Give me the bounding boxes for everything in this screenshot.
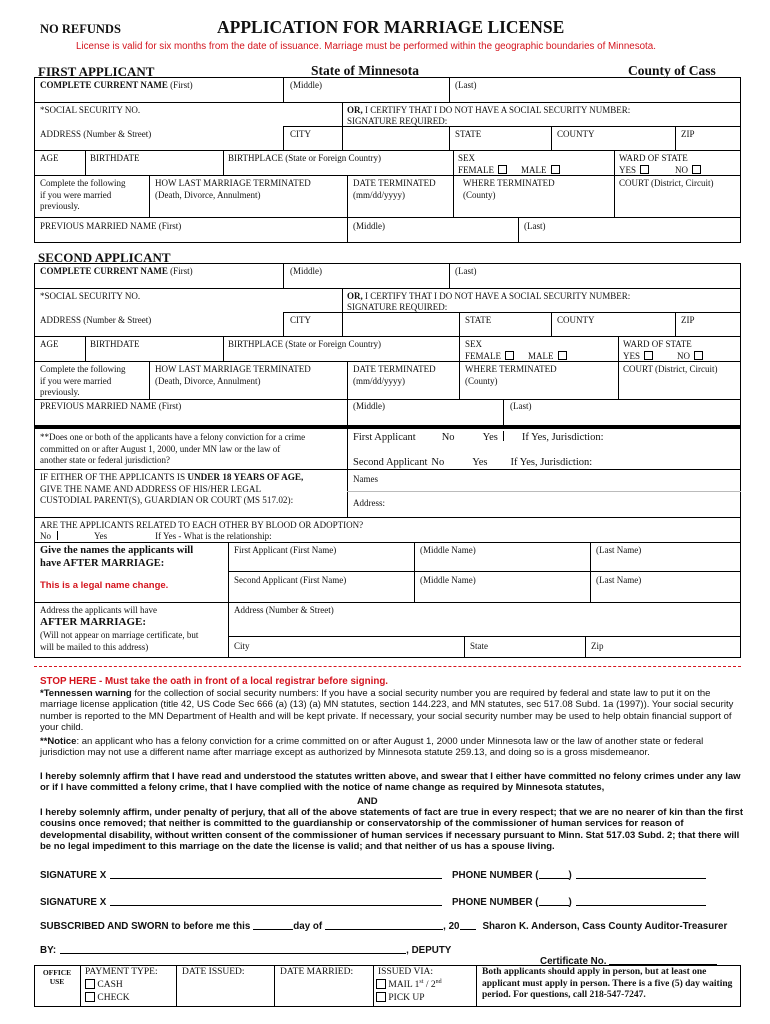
birthdate-label: BIRTHDATE bbox=[90, 153, 140, 163]
after-names-heading: Give the names the applicants will have AFTER MARRIAGE: bbox=[40, 545, 194, 569]
second-signature-required-label: SIGNATURE REQUIRED: bbox=[347, 302, 448, 312]
signature-line-1: SIGNATURE X bbox=[40, 869, 442, 882]
mail-option: MAIL 1st / 2nd bbox=[376, 979, 442, 992]
affirm-perjury: I hereby solemnly affirm, under penalty of perjury, that all of the above statements of fact are true in every respect; that we are no nearer of kin than the first cousins once removed; that neither is committed to the guardianship or conservatorship of the commissioner of human services for reason of developmental disability, without written consent of the commissioner of human services if necessary pursuant to Minn. Stat 517.03 Subd. 2; that there will be no legal impediment to this marriage on the date the license is valid; and that neither of us has a spouse living. bbox=[40, 807, 744, 852]
second-ward-yes-checkbox[interactable] bbox=[644, 351, 653, 360]
issued-via-label: ISSUED VIA: bbox=[378, 967, 433, 977]
zip-label: ZIP bbox=[681, 129, 695, 139]
legal-name-change-note: This is a legal name change. bbox=[40, 580, 169, 591]
after-city-label: City bbox=[234, 641, 250, 651]
guardian-address-label: Address: bbox=[353, 498, 385, 508]
second-sex-label: SEX bbox=[465, 339, 483, 349]
second-date-terminated-label: DATE TERMINATED (mm/dd/yyyy) bbox=[353, 364, 436, 386]
complete-following-label: Complete the following if you were married previously. bbox=[40, 178, 126, 211]
felony-notice: **Notice: an applicant who has a felony conviction for a crime committed on or after August 1, 2000 under Minnesota law or the law of another state or federal jurisdiction may not use a different name after marriage except as authorized by Minnesota statute 259.13, and doing so is a gross misdemeanor. bbox=[40, 736, 704, 759]
after-marriage-label: AFTER MARRIAGE: bbox=[40, 616, 147, 628]
after-address-note: (Will not appear on marriage certificate, but will be mailed to this address) bbox=[40, 630, 199, 652]
ward-yes-checkbox[interactable] bbox=[640, 165, 649, 174]
second-court-label: COURT (District, Circuit) bbox=[623, 364, 718, 374]
after-address-label: Address the applicants will have bbox=[40, 605, 157, 615]
second-applicant-heading: SECOND APPLICANT bbox=[38, 250, 171, 265]
how-terminated-label: HOW LAST MARRIAGE TERMINATED (Death, Divorce, Annulment) bbox=[155, 178, 311, 200]
second-ward-of-state-label: WARD OF STATE bbox=[623, 339, 692, 349]
second-complete-following-label: Complete the following if you were married previously. bbox=[40, 364, 126, 397]
office-use-label: OFFICE USE bbox=[42, 968, 72, 986]
second-middle-name-label: (Middle) bbox=[290, 266, 322, 276]
related-options: No Yes If Yes - What is the relationship: bbox=[40, 531, 272, 541]
first-name-label: COMPLETE CURRENT NAME (First) bbox=[40, 80, 193, 90]
phone-1-area-field[interactable] bbox=[539, 869, 569, 879]
ward-no-checkbox[interactable] bbox=[692, 165, 701, 174]
second-female-checkbox[interactable] bbox=[505, 351, 514, 360]
second-birthdate-label: BIRTHDATE bbox=[90, 339, 140, 349]
last-name-label: (Last) bbox=[455, 80, 477, 90]
no-ssn-certify-label: OR, I CERTIFY THAT I DO NOT HAVE A SOCIAL SECURITY NUMBER: bbox=[347, 105, 631, 115]
page-title: APPLICATION FOR MARRIAGE LICENSE bbox=[217, 17, 565, 37]
second-city-label: CITY bbox=[290, 315, 311, 325]
after-zip-label: Zip bbox=[591, 641, 604, 651]
second-state-field-label: STATE bbox=[465, 315, 492, 325]
related-question: ARE THE APPLICANTS RELATED TO EACH OTHER BY BLOOD OR ADOPTION? bbox=[40, 520, 364, 530]
second-how-terminated-label: HOW LAST MARRIAGE TERMINATED (Death, Divorce, Annulment) bbox=[155, 364, 311, 386]
certificate-number-field[interactable] bbox=[609, 955, 717, 965]
after-second-middle-label: (Middle Name) bbox=[420, 575, 476, 585]
payment-type-label: PAYMENT TYPE: bbox=[85, 967, 158, 977]
second-prev-last-label: (Last) bbox=[510, 401, 532, 411]
middle-name-label: (Middle) bbox=[290, 80, 322, 90]
second-ward-options: YES NO bbox=[623, 351, 703, 362]
sworn-month-field[interactable] bbox=[325, 920, 443, 930]
second-no-ssn-certify-label: OR, I CERTIFY THAT I DO NOT HAVE A SOCIAL SECURITY NUMBER: bbox=[347, 291, 631, 301]
deputy-field[interactable] bbox=[60, 944, 406, 954]
sex-options: FEMALE MALE bbox=[458, 165, 560, 176]
validity-notice: License is valid for six months from the date of issuance. Marriage must be performed within the geographic boundaries of Minnesota. bbox=[76, 41, 656, 52]
guardian-names-label: Names bbox=[353, 474, 378, 484]
pickup-option: PICK UP bbox=[376, 992, 425, 1004]
second-first-name-label: COMPLETE CURRENT NAME (First) bbox=[40, 266, 193, 276]
felony-second-applicant: Second Applicant No Yes If Yes, Jurisdiction: bbox=[353, 457, 593, 468]
after-second-last-label: (Last Name) bbox=[596, 575, 642, 585]
second-where-terminated-label: WHERE TERMINATED (County) bbox=[465, 364, 557, 386]
second-prev-middle-label: (Middle) bbox=[353, 401, 385, 411]
second-ward-no-checkbox[interactable] bbox=[694, 351, 703, 360]
second-age-label: AGE bbox=[40, 339, 59, 349]
sworn-day-field[interactable] bbox=[253, 920, 293, 930]
prev-last-label: (Last) bbox=[524, 221, 546, 231]
county-label: County of Cass bbox=[628, 63, 716, 78]
phone-line-2: PHONE NUMBER ( ) bbox=[452, 896, 706, 909]
address-label: ADDRESS (Number & Street) bbox=[40, 129, 152, 139]
phone-line-1: PHONE NUMBER ( ) bbox=[452, 869, 706, 882]
sworn-year-field[interactable] bbox=[460, 920, 476, 930]
apply-in-person-note: Both applicants should apply in person, but at least one applicant must apply in person. There is a five (5) day waiting period. For questions, call 218-547-7247. bbox=[482, 967, 733, 1000]
ward-options: YES NO bbox=[619, 165, 701, 176]
city-label: CITY bbox=[290, 129, 311, 139]
tennessen-warning: *Tennessen warning for the collection of social security numbers: If you have a social security number you are required by federal and state law to put it on the marriage license application (title 42, US Code Sec 666 (a) (13) (a) MN statutes, section 144.223, and MN statutes, sec 517.08 Subd. 1a (1997)). Your social security number is reported to the MN Department of Health and will be kept private. If necessary, your social security number may be used to help obtain financial support of your child. bbox=[40, 688, 734, 733]
cash-option: CASH bbox=[85, 979, 123, 991]
age-label: AGE bbox=[40, 153, 59, 163]
phone-2-area-field[interactable] bbox=[539, 896, 569, 906]
mail-checkbox[interactable] bbox=[376, 979, 386, 989]
after-second-applicant-label: Second Applicant (First Name) bbox=[234, 575, 347, 585]
second-address-label: ADDRESS (Number & Street) bbox=[40, 315, 152, 325]
signature-2-field[interactable] bbox=[110, 896, 442, 906]
after-first-middle-label: (Middle Name) bbox=[420, 545, 476, 555]
county-field-label: COUNTY bbox=[557, 129, 595, 139]
state-field-label: STATE bbox=[455, 129, 482, 139]
after-street-label: Address (Number & Street) bbox=[234, 605, 334, 615]
date-issued-label: DATE ISSUED: bbox=[182, 967, 245, 977]
second-prev-name-label: PREVIOUS MARRIED NAME (First) bbox=[40, 401, 182, 411]
where-terminated-label: WHERE TERMINATED (County) bbox=[463, 178, 555, 200]
state-label: State of Minnesota bbox=[311, 63, 419, 78]
felony-first-applicant: First Applicant No Yes If Yes, Jurisdiction: bbox=[353, 432, 604, 443]
second-county-field-label: COUNTY bbox=[557, 315, 595, 325]
after-state-label: State bbox=[470, 641, 488, 651]
second-male-checkbox[interactable] bbox=[558, 351, 567, 360]
affirm-statutes: I hereby solemnly affirm that I have read and understood the statutes written above, and swear that I either have committed no felony crimes under any law or if I have committed a felony crime, that I have complied with the notice of name change as required by Minnesota statutes, bbox=[40, 771, 741, 794]
court-label: COURT (District, Circuit) bbox=[619, 178, 714, 188]
related-no-box[interactable] bbox=[57, 531, 58, 540]
stop-divider bbox=[34, 666, 741, 667]
signature-1-field[interactable] bbox=[110, 869, 442, 879]
prev-name-label: PREVIOUS MARRIED NAME (First) bbox=[40, 221, 182, 231]
deputy-line: BY: , DEPUTY bbox=[40, 945, 452, 956]
sex-label: SEX bbox=[458, 153, 476, 163]
female-checkbox[interactable] bbox=[498, 165, 507, 174]
second-zip-label: ZIP bbox=[681, 315, 695, 325]
pickup-checkbox[interactable] bbox=[376, 992, 386, 1002]
first-applicant-heading: FIRST APPLICANT bbox=[38, 64, 155, 79]
felony-question: **Does one or both of the applicants have a felony conviction for a crime committed on or after August 1, 2000, under MN law or the law of another state or federal jurisdiction? bbox=[40, 432, 306, 465]
under-18-question: IF EITHER OF THE APPLICANTS IS UNDER 18 YEARS OF AGE, GIVE THE NAME AND ADDRESS OF HIS/HER LEGAL CUSTODIAL PARENT(S), GUARDIAN OR COURT (MS 517.02): bbox=[40, 472, 304, 505]
cash-checkbox[interactable] bbox=[85, 979, 95, 989]
after-first-last-label: (Last Name) bbox=[596, 545, 642, 555]
check-option: CHECK bbox=[85, 992, 130, 1004]
ward-of-state-label: WARD OF STATE bbox=[619, 153, 688, 163]
date-married-label: DATE MARRIED: bbox=[280, 967, 354, 977]
ssn-label: *SOCIAL SECURITY NO. bbox=[40, 105, 141, 115]
male-checkbox[interactable] bbox=[551, 165, 560, 174]
second-last-name-label: (Last) bbox=[455, 266, 477, 276]
signature-required-label: SIGNATURE REQUIRED: bbox=[347, 116, 448, 126]
check-checkbox[interactable] bbox=[85, 992, 95, 1002]
second-ssn-label: *SOCIAL SECURITY NO. bbox=[40, 291, 141, 301]
signature-line-2: SIGNATURE X bbox=[40, 896, 442, 909]
sworn-line: SUBSCRIBED AND SWORN to before me this day of , 20 Sharon K. Anderson, Cass County Auditor-Treasurer bbox=[40, 921, 728, 932]
birthplace-label: BIRTHPLACE (State or Foreign Country) bbox=[228, 153, 381, 163]
stop-here-notice: STOP HERE - Must take the oath in front of a local registrar before signing. bbox=[40, 676, 389, 687]
after-first-applicant-label: First Applicant (First Name) bbox=[234, 545, 337, 555]
certificate-number: Certificate No. bbox=[540, 955, 717, 968]
phone-2-field[interactable] bbox=[576, 896, 706, 906]
and-label: AND bbox=[357, 796, 378, 807]
date-terminated-label: DATE TERMINATED (mm/dd/yyyy) bbox=[353, 178, 436, 200]
phone-1-field[interactable] bbox=[576, 869, 706, 879]
prev-middle-label: (Middle) bbox=[353, 221, 385, 231]
no-refunds-label: NO REFUNDS bbox=[40, 22, 121, 36]
second-birthplace-label: BIRTHPLACE (State or Foreign Country) bbox=[228, 339, 381, 349]
second-sex-options: FEMALE MALE bbox=[465, 351, 567, 362]
